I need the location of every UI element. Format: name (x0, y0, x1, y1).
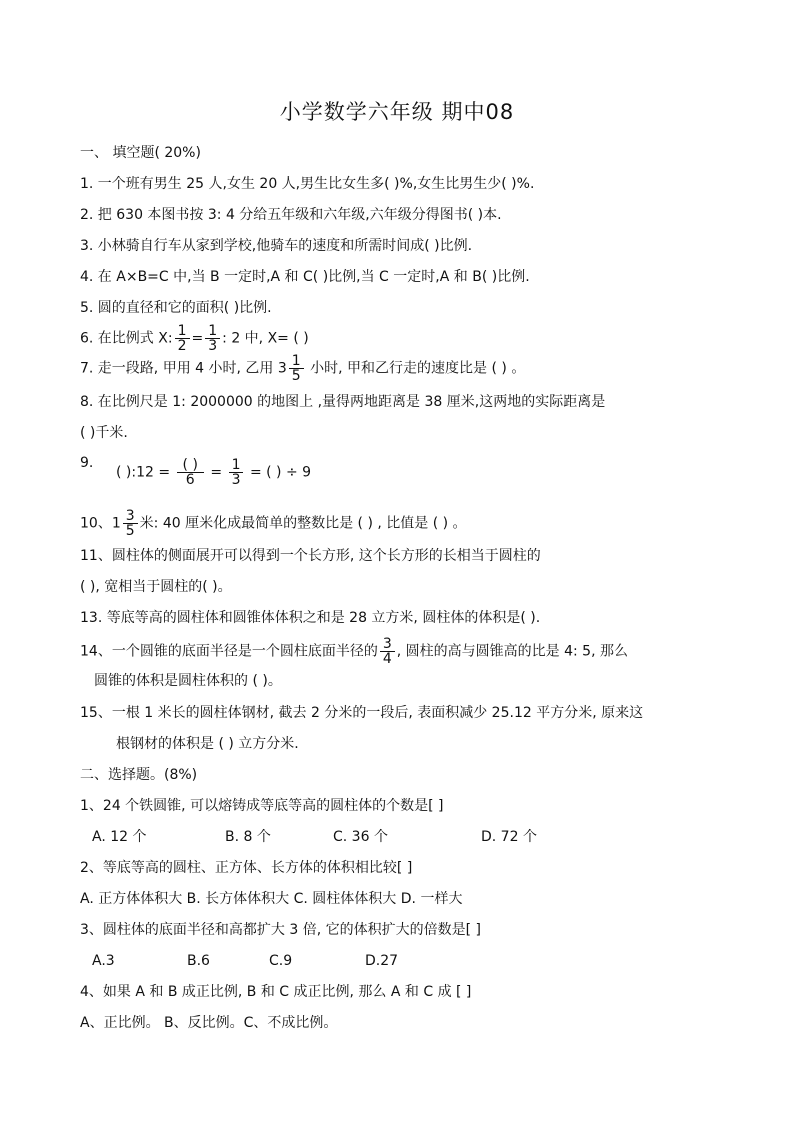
option-c: C.9 (269, 953, 293, 969)
fraction-numerator: 1 (205, 324, 220, 339)
question-7 (80, 354, 525, 383)
fraction-numerator: 1 (229, 458, 244, 473)
choice-question-1: 1、24 个铁圆锥, 可以熔铸成等底等高的圆柱体的个数是[ ] (80, 798, 444, 814)
question-14-text-before: 14、一个圆锥的底面半径是一个圆柱底面半径的 (80, 643, 378, 660)
question-6 (80, 324, 309, 353)
choice-question-2-options: A. 正方体体积大 B. 长方体体积大 C. 圆柱体体积大 D. 一样大 (80, 891, 463, 907)
choice-question-1-options (92, 827, 537, 847)
question-6-fraction-2 (205, 324, 220, 353)
fraction-numerator: ( ) (177, 458, 204, 473)
question-9-part-1: ( ):12 = (116, 464, 171, 481)
fraction-numerator: 1 (175, 324, 190, 339)
question-7-text-after: 小时, 甲和乙行走的速度比是 ( ) 。 (305, 360, 526, 377)
question-5: 5. 圆的直径和它的面积( )比例. (80, 300, 272, 316)
question-8-line-1: 8. 在比例尺是 1: 2000000 的地图上 ,量得两地距离是 38 厘米,这两地的实际距离是 (80, 394, 606, 410)
fraction-denominator: 5 (291, 368, 301, 384)
fraction-denominator: 5 (125, 523, 135, 539)
section-1-heading: 一、 填空题( 20%) (80, 145, 201, 161)
question-10-text-before: 10、1 (80, 515, 121, 532)
question-4: 4. 在 A×B=C 中,当 B 一定时,A 和 C( )比例,当 C 一定时,A 和 B( )比例. (80, 269, 530, 285)
question-11-line-2: ( ), 宽相当于圆柱的( )。 (80, 579, 232, 595)
question-6-text-after: : 2 中, X= ( ) (222, 330, 309, 347)
question-13: 13. 等底等高的圆柱体和圆锥体体积之和是 28 立方米, 圆柱体的体积是( ). (80, 610, 541, 626)
fraction-denominator: 3 (231, 472, 241, 488)
question-7-text-before: 7. 走一段路, 甲用 4 小时, 乙用 3 (80, 360, 287, 377)
option-b: B.6 (187, 953, 210, 969)
option-d: D. 72 个 (481, 829, 537, 845)
question-2: 2. 把 630 本图书按 3: 4 分给五年级和六年级,六年级分得图书( )本. (80, 207, 502, 223)
fraction-numerator: 1 (289, 354, 304, 369)
question-15-line-1: 15、一根 1 米长的圆柱体钢材, 截去 2 分米的一段后, 表面积减少 25.12 平方分米, 原来这 (80, 705, 644, 721)
choice-question-3: 3、圆柱体的底面半径和高都扩大 3 倍, 它的体积扩大的倍数是[ ] (80, 922, 481, 938)
option-c: C. 36 个 (333, 829, 388, 845)
question-14 (80, 637, 628, 666)
question-15-line-2: 根钢材的体积是 ( ) 立方分米. (116, 736, 299, 752)
question-7-fraction (289, 354, 304, 383)
page-title: 小学数学六年级 期中08 (279, 100, 515, 124)
option-a: A.3 (92, 953, 115, 969)
option-d: D.27 (365, 953, 399, 969)
option-a: A. 12 个 (92, 829, 147, 845)
question-6-text-before: 6. 在比例式 X: (80, 330, 173, 347)
question-9-fraction-1 (177, 458, 204, 487)
question-11-line-1: 11、圆柱体的侧面展开可以得到一个长方形, 这个长方形的长相当于圆柱的 (80, 548, 541, 564)
question-3: 3. 小林骑自行车从家到学校,他骑车的速度和所需时间成( )比例. (80, 238, 473, 254)
fraction-numerator: 3 (380, 637, 395, 652)
question-10 (80, 509, 467, 538)
question-1: 1. 一个班有男生 25 人,女生 20 人,男生比女生多( )%,女生比男生少( )%. (80, 176, 535, 192)
fraction-denominator: 6 (185, 472, 195, 488)
choice-question-4: 4、如果 A 和 B 成正比例, B 和 C 成正比例, 那么 A 和 C 成 [ ] (80, 984, 472, 1000)
question-9-part-2: = ( ) ÷ 9 (249, 464, 312, 481)
fraction-denominator: 4 (382, 651, 392, 667)
choice-question-3-options (92, 951, 398, 971)
choice-question-4-options: A、正比例。 B、反比例。C、不成比例。 (80, 1015, 338, 1031)
question-14-line-2: 圆锥的体积是圆柱体积的 ( )。 (94, 673, 282, 689)
fraction-numerator: 3 (123, 509, 138, 524)
section-2-heading: 二、选择题。(8%) (80, 767, 198, 783)
equals-sign: = (191, 330, 204, 347)
fraction-denominator: 3 (208, 338, 218, 354)
question-14-text-after: , 圆柱的高与圆锥高的比是 4: 5, 那么 (396, 643, 628, 660)
equals-sign: = (210, 464, 223, 481)
fraction-denominator: 2 (177, 338, 187, 354)
question-6-fraction-1 (175, 324, 190, 353)
option-b: B. 8 个 (225, 829, 271, 845)
question-14-fraction (380, 637, 395, 666)
question-10-fraction (123, 509, 138, 538)
question-8-line-2: ( )千米. (80, 425, 128, 441)
question-9-fraction-2 (229, 458, 244, 487)
choice-question-2: 2、等底等高的圆柱、正方体、长方体的体积相比较[ ] (80, 860, 413, 876)
question-9-label: 9. (80, 455, 94, 471)
question-10-text-after: 米: 40 厘米化成最简单的整数比是 ( ) , 比值是 ( ) 。 (139, 515, 467, 532)
question-9 (116, 458, 311, 487)
